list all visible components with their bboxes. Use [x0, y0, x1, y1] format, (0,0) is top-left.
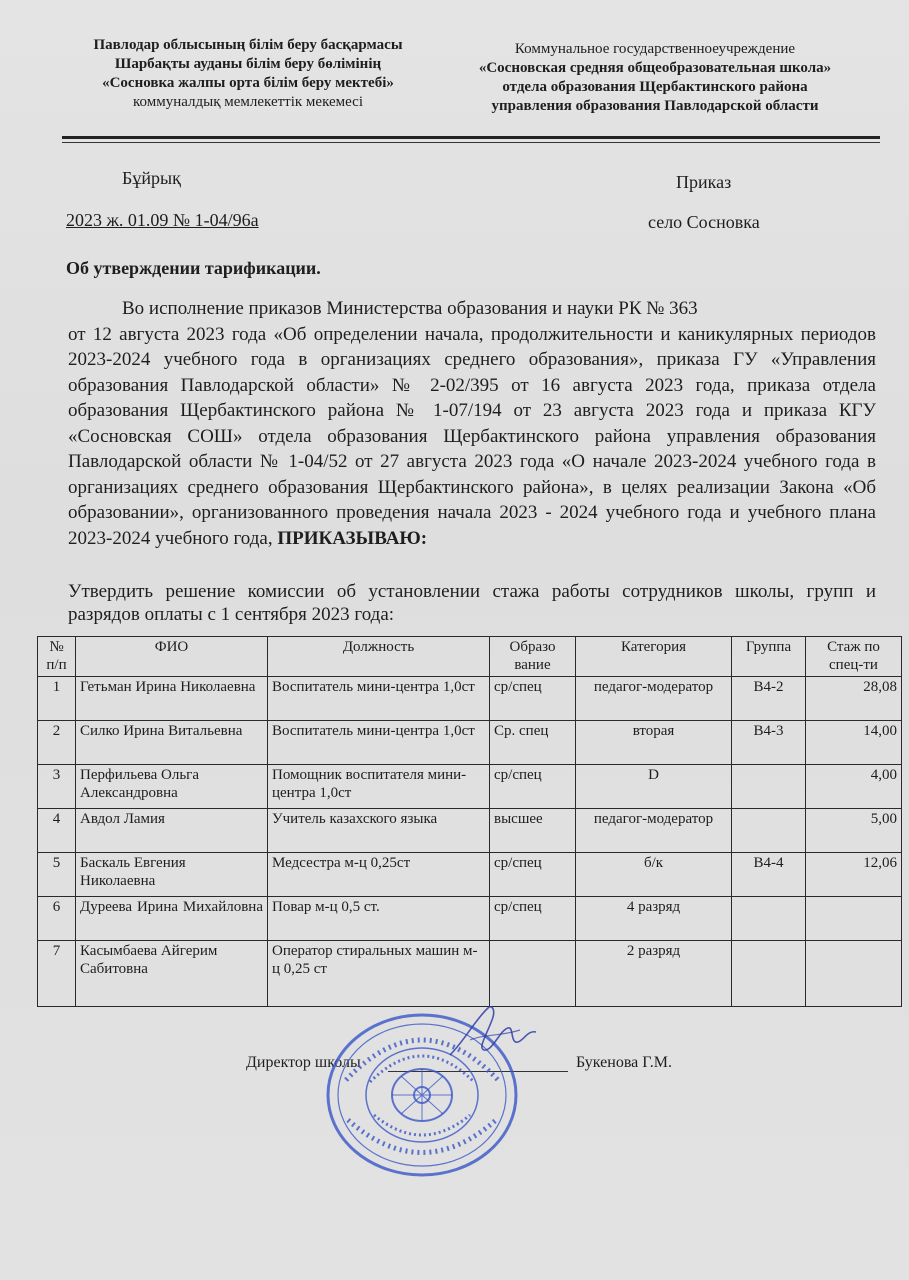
- col-header-position: Должность: [268, 637, 490, 677]
- header-right-line-4: управления образования Павлодарской области: [491, 98, 819, 114]
- cell-fio: Дуреева Ирина Михайловна: [76, 897, 268, 941]
- col-header-education: Образо вание: [490, 637, 576, 677]
- cell-experience: 14,00: [806, 721, 902, 765]
- cell-fio: Касымбаева Айгерим Сабитовна: [76, 941, 268, 1007]
- cell-number: 2: [38, 721, 76, 765]
- order-place: село Сосновка: [648, 212, 760, 232]
- cell-experience: 5,00: [806, 809, 902, 853]
- header-right-line-3: отдела образования Щербактинского района: [502, 79, 808, 95]
- cell-number: 5: [38, 853, 76, 897]
- order-label-kz: Бұйрық: [122, 168, 181, 188]
- cell-category: 2 разряд: [576, 941, 732, 1007]
- cell-position: Учитель казахского языка: [268, 809, 490, 853]
- cell-group: В4-2: [732, 677, 806, 721]
- cell-fio: Авдол Ламия: [76, 809, 268, 853]
- order-preamble: [68, 296, 876, 551]
- order-keyword: ПРИКАЗЫВАЮ:: [277, 527, 428, 549]
- cell-fio: Баскаль Евгения Николаевна: [76, 853, 268, 897]
- cell-group: [732, 809, 806, 853]
- cell-number: 6: [38, 897, 76, 941]
- header-left-line-4: коммуналдық мемлекеттік мекемесі: [132, 94, 364, 110]
- header-kazakh: [58, 36, 438, 112]
- table-row: [38, 809, 902, 853]
- cell-category: педагог-модератор: [576, 809, 732, 853]
- cell-position: Повар м-ц 0,5 ст.: [268, 897, 490, 941]
- table-row: [38, 721, 902, 765]
- table-row: [38, 677, 902, 721]
- cell-group: [732, 897, 806, 941]
- cell-education: ср/спец: [490, 765, 576, 809]
- cell-fio: Силко Ирина Витальевна: [76, 721, 268, 765]
- director-label: Директор школы: [246, 1054, 361, 1071]
- cell-education: ср/спец: [490, 853, 576, 897]
- cell-position: Помощник воспитателя мини-центра 1,0ст: [268, 765, 490, 809]
- cell-experience: 28,08: [806, 677, 902, 721]
- header-right-line-1: Коммунальное государственноеучреждение: [514, 41, 796, 57]
- cell-category: б/к: [576, 853, 732, 897]
- cell-education: Ср. спец: [490, 721, 576, 765]
- cell-group: [732, 765, 806, 809]
- cell-group: В4-3: [732, 721, 806, 765]
- table-row: [38, 765, 902, 809]
- cell-position: Медсестра м-ц 0,25ст: [268, 853, 490, 897]
- director-signature: [440, 1000, 540, 1070]
- cell-experience: 4,00: [806, 765, 902, 809]
- order-date-number: 2023 ж. 01.09 № 1-04/96а: [66, 210, 259, 230]
- cell-number: 1: [38, 677, 76, 721]
- cell-position: Воспитатель мини-центра 1,0ст: [268, 677, 490, 721]
- table-row: [38, 941, 902, 1007]
- header-left-line-2: Шарбақты ауданы білім беру бөлімінің: [114, 56, 382, 72]
- director-name: Букенова Г.М.: [576, 1054, 672, 1071]
- cell-education: [490, 941, 576, 1007]
- cell-number: 7: [38, 941, 76, 1007]
- col-header-fio: ФИО: [76, 637, 268, 677]
- cell-education: ср/спец: [490, 897, 576, 941]
- cell-education: высшее: [490, 809, 576, 853]
- cell-number: 3: [38, 765, 76, 809]
- col-header-number: № п/п: [38, 637, 76, 677]
- staff-table: [37, 636, 902, 1007]
- cell-group: В4-4: [732, 853, 806, 897]
- cell-category: педагог-модератор: [576, 677, 732, 721]
- col-header-category: Категория: [576, 637, 732, 677]
- header-divider-thick: [62, 136, 880, 139]
- order-decree: Утвердить решение комиссии об установлении стажа работы сотрудников школы, групп и разрядов оплаты с 1 сентября 2023 года:: [68, 581, 876, 625]
- cell-education: ср/спец: [490, 677, 576, 721]
- order-label-ru: Приказ: [676, 172, 732, 192]
- header-left-line-1: Павлодар облысының білім беру басқармасы: [93, 37, 403, 53]
- table-row: [38, 853, 902, 897]
- cell-fio: Гетьман Ирина Николаевна: [76, 677, 268, 721]
- cell-experience: 12,06: [806, 853, 902, 897]
- table-header-row: [38, 637, 902, 677]
- cell-category: D: [576, 765, 732, 809]
- cell-category: вторая: [576, 721, 732, 765]
- preamble-body: от 12 августа 2023 года «Об определении начала, продолжительности и каникулярных периодов 2023-2024 учебного года в организациях среднего образования», приказа ГУ «Управления образования Павлодарской области» № 2-02/395 от 16 августа 2023 года, приказа отдела образования Щербактинского района № 1-07/194 от 23 августа 2023 года и приказа КГУ «Сосновская СОШ» отдела образования Щербактинского района управления образования Павлодарской области № 1-04/52 от 27 августа 2023 года «О начале 2023-2024 учебного года в организациях среднего образования Щербактинского района», в целях реализации Закона «Об образовании», организованного проведения начала 2023 - 2024 учебного года и учебного плана 2023-2024 учебного года,: [68, 323, 876, 549]
- order-title: Об утверждении тарификации.: [66, 258, 321, 278]
- cell-number: 4: [38, 809, 76, 853]
- col-header-group: Группа: [732, 637, 806, 677]
- cell-position: Воспитатель мини-центра 1,0ст: [268, 721, 490, 765]
- cell-category: 4 разряд: [576, 897, 732, 941]
- col-header-experience: Стаж по спец-ти: [806, 637, 902, 677]
- table-row: [38, 897, 902, 941]
- header-divider-thin: [62, 142, 880, 143]
- header-right-line-2: «Сосновская средняя общеобразовательная школа»: [478, 60, 832, 76]
- header-russian: [440, 40, 870, 116]
- cell-experience: [806, 897, 902, 941]
- cell-fio: Перфильева Ольга Александровна: [76, 765, 268, 809]
- cell-group: [732, 941, 806, 1007]
- header-left-line-3: «Сосновка жалпы орта білім беру мектебі»: [102, 75, 394, 91]
- cell-experience: [806, 941, 902, 1007]
- preamble-first-line: Во исполнение приказов Министерства образования и науки РК № 363: [122, 298, 698, 319]
- cell-position: Оператор стиральных машин м-ц 0,25 ст: [268, 941, 490, 1007]
